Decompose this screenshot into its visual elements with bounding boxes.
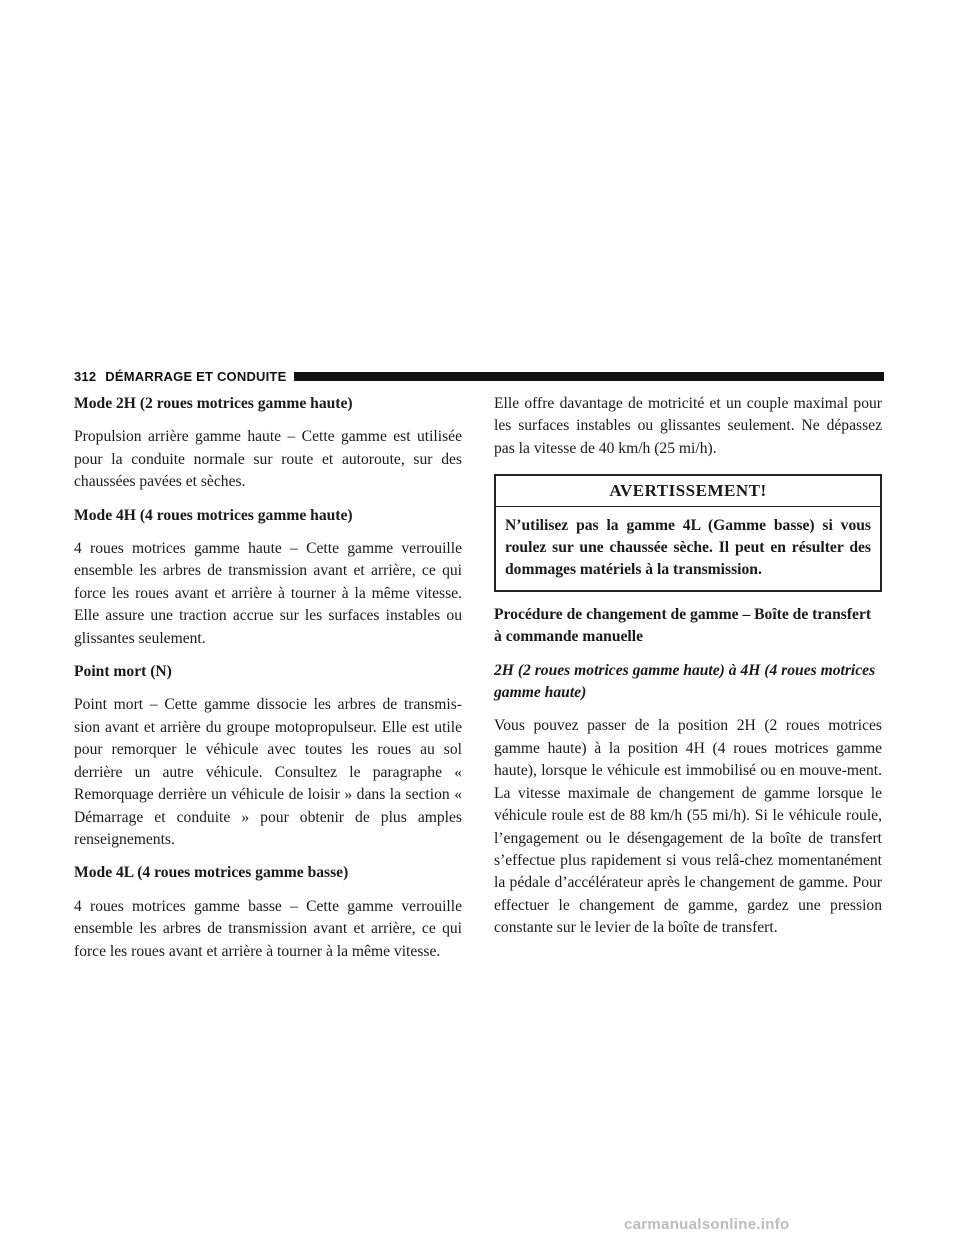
heading-mode-2h: Mode 2H (2 roues motrices gamme haute) xyxy=(74,395,353,412)
paragraph-mode-2h: Propulsion arrière gamme haute – Cette gamme est utilisée pour la conduite normale sur route et autoroute, sur des chaussées pavées et sèches. xyxy=(74,428,462,491)
paragraph-mode-4l: 4 roues motrices gamme basse – Cette gamme verrouille ensemble les arbres de transmission avant et arrière, ce qui force les roues avant et arrière à tourner à la même vitesse. xyxy=(74,897,462,960)
heading-procedure: Procédure de changement de gamme – Boîte de transfert à commande manuelle xyxy=(494,605,872,646)
right-column xyxy=(494,393,882,951)
watermark: carmanualsonline.info xyxy=(624,1216,790,1233)
warning-box xyxy=(494,474,882,592)
warning-title: AVERTISSEMENT! xyxy=(496,476,880,506)
paragraph-4l-continued: Elle offre davantage de motricité et un couple maximal pour les surfaces instables ou glissantes seulement. Ne dépassez pas la vitesse de 40 km/h (25 mi/h). xyxy=(494,395,882,457)
paragraph-neutral: Point mort – Cette gamme dissocie les arbres de transmis-sion avant et arrière du groupe motopropulseur. Elle est utile pour remorquer le véhicule avec toutes les roues au sol derrière un autre véhicule. Consultez le paragraphe « Remorquage derrière un véhicule de loisir » dans la section « Démarrage et conduite » pour obtenir de plus amples renseignements. xyxy=(74,696,462,848)
warning-body: N’utilisez pas la gamme 4L (Gamme basse) si vous roulez sur une chaussée sèche. Il peut en résulter des dommages matériels à la transmission. xyxy=(505,516,871,579)
subheading-2h-to-4h: 2H (2 roues motrices gamme haute) à 4H (4 roues motrices gamme haute) xyxy=(494,661,876,702)
heading-neutral: Point mort (N) xyxy=(74,663,172,681)
page-header xyxy=(74,365,884,387)
heading-mode-4l: Mode 4L (4 roues motrices gamme basse) xyxy=(74,864,349,882)
left-column xyxy=(74,393,462,974)
section-title: DÉMARRAGE ET CONDUITE xyxy=(105,368,287,384)
paragraph-2h-to-4h: Vous pouvez passer de la position 2H (2 roues motrices gamme haute) à la position 4H (4 roues motrices gamme haute), lorsque le véhicule est immobilisé ou en mouve-ment. La vitesse maximale de changement de gamme lorsque le véhicule roule est de 88 km/h (55 mi/h). Si le véhicule roule, l’engagement ou le désengagement de la boîte de transfert s’effectue plus rapidement si vous relâ-chez momentanément la pédale d’accélérateur après le changement de gamme. Pour effectuer le changement de gamme, gardez une pression constante sur le levier de la boîte de transfert. xyxy=(494,717,882,937)
paragraph-mode-4h: 4 roues motrices gamme haute – Cette gamme verrouille ensemble les arbres de transmission avant et arrière, ce qui force les roues avant et arrière à tourner à la même vitesse. Elle assure une traction accrue sur les surfaces instables ou glissantes seulement. xyxy=(74,540,462,647)
heading-mode-4h: Mode 4H (4 roues motrices gamme haute) xyxy=(74,506,353,524)
page-number: 312 xyxy=(74,368,97,384)
header-rule xyxy=(294,372,884,381)
